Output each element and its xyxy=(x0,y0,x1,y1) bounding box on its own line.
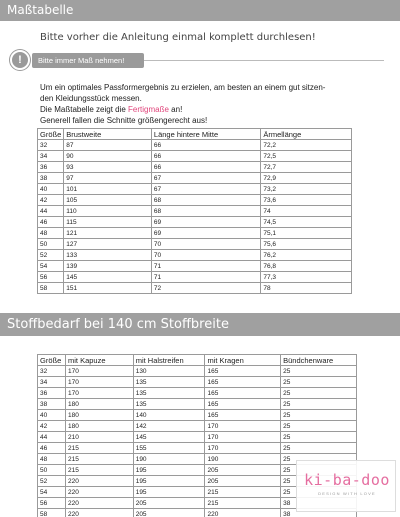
table-cell: 93 xyxy=(64,162,152,173)
measurement-table xyxy=(37,128,352,294)
table-cell: 220 xyxy=(65,476,133,487)
table-cell: 215 xyxy=(205,487,281,498)
column-header: Größe xyxy=(38,129,64,140)
table-cell: 66 xyxy=(151,162,260,173)
table-cell: 48 xyxy=(38,228,64,239)
instruction-fragment: Die Maßtabelle zeigt die xyxy=(40,105,129,114)
table-cell: 58 xyxy=(38,283,64,294)
table-cell: 71 xyxy=(151,272,260,283)
table-cell: 170 xyxy=(205,443,281,454)
table-cell: 145 xyxy=(64,272,152,283)
table-cell: 75,1 xyxy=(261,228,352,239)
section-title: Stoffbedarf bei 140 cm Stoffbreite xyxy=(7,317,229,332)
table-cell: 180 xyxy=(65,421,133,432)
table-row xyxy=(38,140,352,151)
table-row xyxy=(38,228,352,239)
column-header: Ärmellänge xyxy=(261,129,352,140)
table-cell: 205 xyxy=(205,476,281,487)
table-row xyxy=(38,250,352,261)
table-cell: 205 xyxy=(205,465,281,476)
table-cell: 25 xyxy=(281,399,357,410)
table-cell: 155 xyxy=(133,443,205,454)
table-row xyxy=(38,184,352,195)
table-cell: 38 xyxy=(281,498,357,509)
table-cell: 140 xyxy=(133,410,205,421)
divider xyxy=(144,60,384,61)
logo-name: ki-ba-doo xyxy=(304,471,390,489)
table-cell: 180 xyxy=(65,410,133,421)
table-cell: 72,7 xyxy=(261,162,352,173)
table-cell: 195 xyxy=(133,487,205,498)
table-cell: 67 xyxy=(151,173,260,184)
table-cell: 220 xyxy=(65,487,133,498)
table-cell: 220 xyxy=(65,498,133,509)
table-cell: 44 xyxy=(38,432,66,443)
table-cell: 135 xyxy=(133,388,205,399)
table-cell: 34 xyxy=(38,151,64,162)
instruction-fragment: an! xyxy=(168,105,183,114)
table-cell: 215 xyxy=(65,443,133,454)
table-cell: 127 xyxy=(64,239,152,250)
table-cell: 40 xyxy=(38,184,64,195)
table-cell: 44 xyxy=(38,206,64,217)
instruction-line: Generell fallen die Schnitte größengerecht aus! xyxy=(40,116,208,125)
table-row xyxy=(38,173,352,184)
table-cell: 105 xyxy=(64,195,152,206)
section-title: Maßtabelle xyxy=(7,3,74,17)
table-cell: 25 xyxy=(281,388,357,399)
section-header-stoffbedarf xyxy=(0,313,400,336)
highlight-fertigmasse: Fertigmaße xyxy=(128,105,169,114)
table-cell: 210 xyxy=(65,432,133,443)
column-header: Größe xyxy=(38,355,66,366)
table-cell: 50 xyxy=(38,465,66,476)
table-cell: 34 xyxy=(38,377,66,388)
table-cell: 46 xyxy=(38,443,66,454)
brand-logo xyxy=(296,460,396,512)
table-cell: 165 xyxy=(205,377,281,388)
table-cell: 90 xyxy=(64,151,152,162)
table-row xyxy=(38,388,357,399)
table-row xyxy=(38,162,352,173)
table-cell: 69 xyxy=(151,217,260,228)
table-cell: 73,2 xyxy=(261,184,352,195)
table-cell: 195 xyxy=(133,476,205,487)
table-cell: 56 xyxy=(38,498,66,509)
table-cell: 215 xyxy=(205,498,281,509)
section-header-masstabelle xyxy=(0,0,400,21)
table-cell: 130 xyxy=(133,366,205,377)
tip-banner xyxy=(10,50,382,70)
table-cell: 69 xyxy=(151,228,260,239)
table-row xyxy=(38,366,357,377)
table-cell: 66 xyxy=(151,151,260,162)
table-cell: 165 xyxy=(205,410,281,421)
table-row xyxy=(38,283,352,294)
instruction-line: den Kleidungsstück messen. xyxy=(40,94,142,103)
table-cell: 135 xyxy=(133,377,205,388)
table-cell: 75,6 xyxy=(261,239,352,250)
table-cell: 215 xyxy=(65,465,133,476)
table-cell: 74,5 xyxy=(261,217,352,228)
table-cell: 170 xyxy=(65,388,133,399)
table-cell: 76,2 xyxy=(261,250,352,261)
table-row xyxy=(38,206,352,217)
table-cell: 38 xyxy=(281,509,357,517)
table-cell: 38 xyxy=(38,173,64,184)
table-cell: 73,6 xyxy=(261,195,352,206)
table-cell: 170 xyxy=(205,421,281,432)
table-cell: 56 xyxy=(38,272,64,283)
table-cell: 25 xyxy=(281,454,357,465)
table-cell: 115 xyxy=(64,217,152,228)
table-cell: 215 xyxy=(65,454,133,465)
table-cell: 25 xyxy=(281,465,357,476)
table-row xyxy=(38,217,352,228)
table-cell: 165 xyxy=(205,366,281,377)
table-cell: 25 xyxy=(281,366,357,377)
table-cell: 46 xyxy=(38,217,64,228)
table-cell: 70 xyxy=(151,250,260,261)
table-cell: 195 xyxy=(133,465,205,476)
table-cell: 180 xyxy=(65,399,133,410)
table-cell: 25 xyxy=(281,410,357,421)
table-cell: 48 xyxy=(38,454,66,465)
table-cell: 32 xyxy=(38,140,64,151)
table-row xyxy=(38,151,352,162)
table-cell: 40 xyxy=(38,410,66,421)
table-cell: 38 xyxy=(38,399,66,410)
column-header: Bündchenware xyxy=(281,355,357,366)
table-row xyxy=(38,272,352,283)
column-header: mit Kapuze xyxy=(65,355,133,366)
table-cell: 78 xyxy=(261,283,352,294)
logo-tagline: DESIGN WITH LOVE xyxy=(318,491,376,496)
table-cell: 25 xyxy=(281,421,357,432)
table-cell: 76,8 xyxy=(261,261,352,272)
table-cell: 220 xyxy=(65,509,133,517)
table-cell: 52 xyxy=(38,250,64,261)
table-cell: 139 xyxy=(64,261,152,272)
table-cell: 36 xyxy=(38,388,66,399)
table-cell: 32 xyxy=(38,366,66,377)
table-cell: 170 xyxy=(65,366,133,377)
table-cell: 190 xyxy=(133,454,205,465)
table-cell: 68 xyxy=(151,195,260,206)
table-cell: 121 xyxy=(64,228,152,239)
table-cell: 74 xyxy=(261,206,352,217)
table-cell: 67 xyxy=(151,184,260,195)
instructions xyxy=(40,82,360,126)
table-cell: 165 xyxy=(205,399,281,410)
column-header: Brustweite xyxy=(64,129,152,140)
table-cell: 25 xyxy=(281,443,357,454)
column-header: mit Kragen xyxy=(205,355,281,366)
table-cell: 36 xyxy=(38,162,64,173)
table-cell: 133 xyxy=(64,250,152,261)
table-row xyxy=(38,410,357,421)
table-cell: 72,5 xyxy=(261,151,352,162)
table-cell: 170 xyxy=(205,432,281,443)
table-cell: 68 xyxy=(151,206,260,217)
instruction-line: Um ein optimales Passformergebnis zu erzielen, am besten an einem gut sitzen- xyxy=(40,83,326,92)
table-cell: 101 xyxy=(64,184,152,195)
intro-text: Bitte vorher die Anleitung einmal komplett durchlesen! xyxy=(40,32,316,43)
table-cell: 205 xyxy=(133,498,205,509)
table-cell: 54 xyxy=(38,261,64,272)
table-cell: 72 xyxy=(151,283,260,294)
table-cell: 205 xyxy=(133,509,205,517)
instruction-line xyxy=(40,104,360,115)
table-row xyxy=(38,195,352,206)
table-cell: 70 xyxy=(151,239,260,250)
table-cell: 135 xyxy=(133,399,205,410)
table-cell: 50 xyxy=(38,239,64,250)
table-row xyxy=(38,399,357,410)
tip-text: Bitte immer Maß nehmen! xyxy=(32,53,144,68)
table-row xyxy=(38,239,352,250)
column-header: Länge hintere Mitte xyxy=(151,129,260,140)
table-cell: 58 xyxy=(38,509,66,517)
table-cell: 145 xyxy=(133,432,205,443)
table-cell: 66 xyxy=(151,140,260,151)
table-cell: 25 xyxy=(281,377,357,388)
table-row xyxy=(38,443,357,454)
table-cell: 77,3 xyxy=(261,272,352,283)
table-cell: 54 xyxy=(38,487,66,498)
table-cell: 42 xyxy=(38,421,66,432)
table-cell: 72,9 xyxy=(261,173,352,184)
table-cell: 42 xyxy=(38,195,64,206)
table-row xyxy=(38,432,357,443)
table-cell: 142 xyxy=(133,421,205,432)
table-cell: 72,2 xyxy=(261,140,352,151)
table-cell: 25 xyxy=(281,487,357,498)
table-cell: 190 xyxy=(205,454,281,465)
table-cell: 110 xyxy=(64,206,152,217)
column-header: mit Halstreifen xyxy=(133,355,205,366)
table-row xyxy=(38,421,357,432)
table-cell: 97 xyxy=(64,173,152,184)
table-cell: 87 xyxy=(64,140,152,151)
table-cell: 151 xyxy=(64,283,152,294)
exclamation-icon: ! xyxy=(10,50,30,70)
table-cell: 25 xyxy=(281,432,357,443)
table-row xyxy=(38,377,357,388)
table-cell: 52 xyxy=(38,476,66,487)
table-row xyxy=(38,261,352,272)
table-cell: 220 xyxy=(205,509,281,517)
table-cell: 25 xyxy=(281,476,357,487)
table-cell: 71 xyxy=(151,261,260,272)
table-cell: 165 xyxy=(205,388,281,399)
table-cell: 170 xyxy=(65,377,133,388)
